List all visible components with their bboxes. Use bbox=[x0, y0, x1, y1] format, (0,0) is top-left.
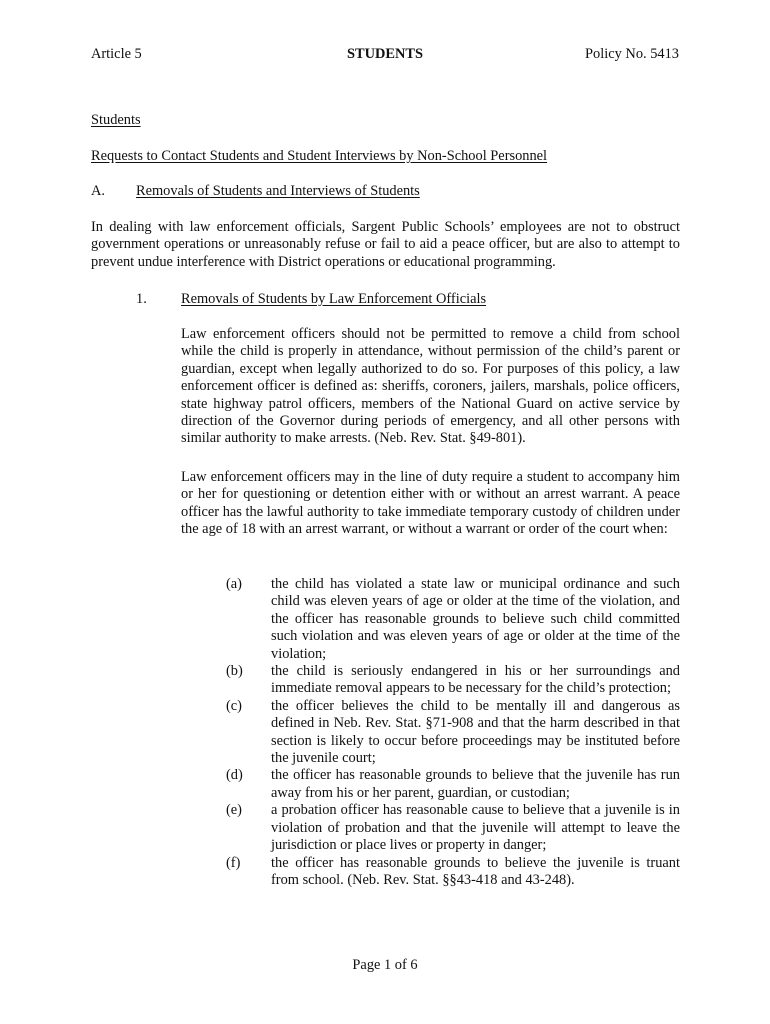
header-title: STUDENTS bbox=[347, 46, 423, 62]
list-item bbox=[226, 855, 680, 890]
list-item-text: the child has violated a state law or municipal ordinance and such child was eleven years of age or older at the time of the violation, and the officer has reasonable grounds to believe such child committed such violation and was eleven years of age or older at the time of the violation; bbox=[271, 576, 680, 662]
list-item-marker: (e) bbox=[226, 802, 242, 819]
list-item bbox=[226, 698, 680, 768]
list-item-marker: (c) bbox=[226, 697, 242, 714]
section-a-intro: In dealing with law enforcement officials, Sargent Public Schools’ employees are not to obstruct government operations or unreasonably refuse or fail to aid a peace officer, but are also to attempt to prevent undue interference with District operations or educational programming. bbox=[91, 219, 680, 270]
item-1-paragraph-2: Law enforcement officers may in the line of duty require a student to accompany him or her for questioning or detention either with or without an arrest warrant. A peace officer has the lawful authority to take immediate temporary custody of children under the age of 18 with an arrest warrant, or without a warrant or order of the court when: bbox=[181, 469, 680, 538]
page-number: Page 1 of 6 bbox=[352, 957, 418, 973]
conditions-list bbox=[226, 576, 680, 889]
item-1-number: 1. bbox=[136, 291, 147, 307]
section-a-title: Removals of Students and Interviews of Students bbox=[136, 183, 420, 199]
item-1-paragraph-1: Law enforcement officers should not be permitted to remove a child from school while the child is properly in attendance, without permission of the child’s parent or guardian, except when legally authorized to do so. For purposes of this policy, a law enforcement officer is defined as: sheriffs, coroners, jailers, marshals, police officers, state highway patrol officers, members of the National Guard on active service by direction of the Governor during periods of emergency, and all other persons with similar authority to make arrests. (Neb. Rev. Stat. §49-801). bbox=[181, 326, 680, 447]
list-item bbox=[226, 663, 680, 698]
header-policy-number: Policy No. 5413 bbox=[585, 46, 679, 62]
list-item-marker: (a) bbox=[226, 576, 242, 592]
list-item-text: a probation officer has reasonable cause to believe that a juvenile is in violation of probation and that the juvenile will attempt to leave the jurisdiction or place lives or property in danger; bbox=[271, 802, 680, 854]
header-article: Article 5 bbox=[91, 46, 142, 62]
item-1-title: Removals of Students by Law Enforcement Officials bbox=[181, 291, 487, 307]
page-header bbox=[0, 46, 770, 66]
list-item-marker: (f) bbox=[226, 854, 241, 871]
list-item-text: the child is seriously endangered in his or her surroundings and immediate removal appears to be necessary for the child’s protection; bbox=[271, 663, 680, 697]
list-item-marker: (b) bbox=[226, 663, 243, 680]
list-item-text: the officer has reasonable grounds to believe that the juvenile has run away from his or her parent, guardian, or custodian; bbox=[271, 767, 680, 801]
document-subtitle: Requests to Contact Students and Student Interviews by Non-School Personnel bbox=[91, 148, 548, 164]
document-title: Students bbox=[91, 112, 141, 128]
list-item-text: the officer has reasonable grounds to believe the juvenile is truant from school. (Neb. Rev. Stat. §§43-418 and 43-248). bbox=[271, 854, 680, 888]
list-item-text: the officer believes the child to be mentally ill and dangerous as defined in Neb. Rev. Stat. §71-908 and that the harm described in that section is likely to occur before proceedings may be instituted before the juvenile court; bbox=[271, 697, 680, 767]
list-item bbox=[226, 802, 680, 854]
section-a-letter: A. bbox=[91, 183, 105, 199]
list-item-marker: (d) bbox=[226, 767, 243, 784]
list-item bbox=[226, 576, 680, 663]
list-item bbox=[226, 767, 680, 802]
